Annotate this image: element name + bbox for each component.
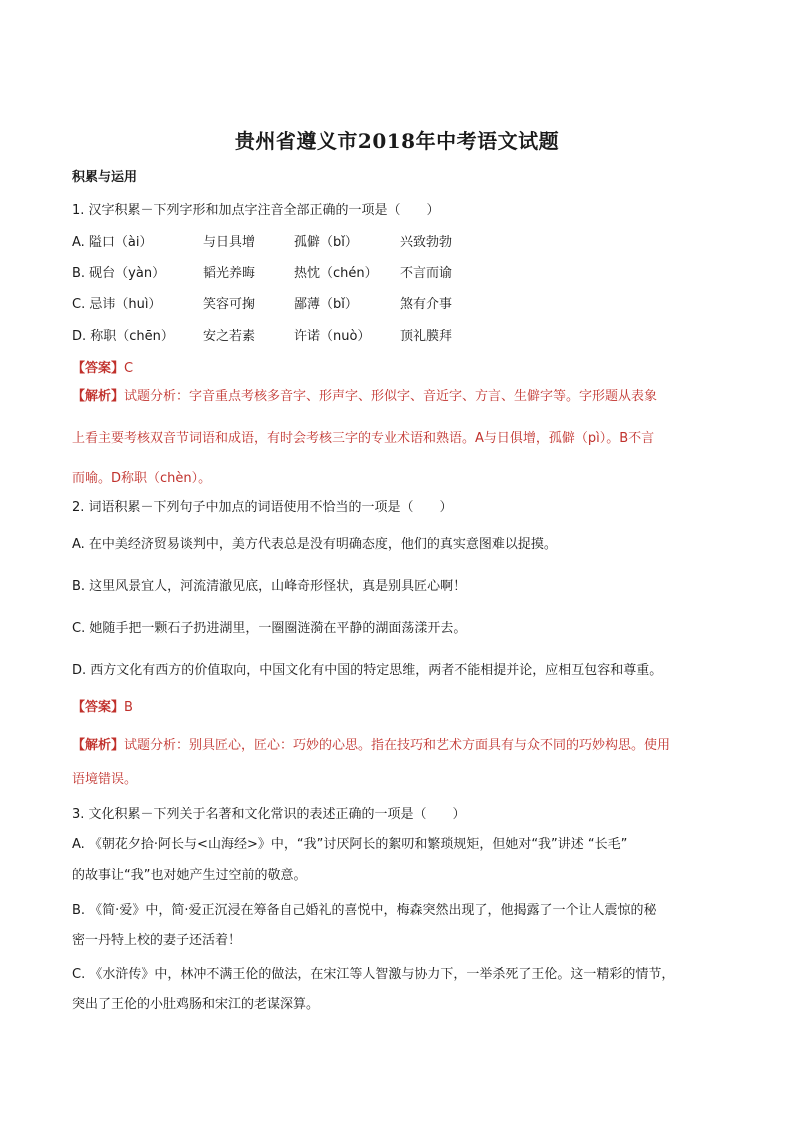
q1-row-b-word2: 韬光养晦 (203, 266, 256, 281)
analysis-text: 试题分析：字音重点考核多音字、形声字、形似字、音近字、方言、生僻字等。字形题从表象 (124, 389, 658, 404)
q3-option-c-line-2: 突出了王伦的小肚鸡肠和宋江的老谋深算。 (72, 997, 320, 1012)
q2-option-d: D. 西方文化有西方的价值取向，中国文化有中国的特定思维，两者不能相提并论，应相互包容和尊重。 (72, 663, 663, 678)
q1-row-c-word3: 鄙薄（bǐ） (294, 297, 358, 312)
q3-option-b-line-1: B. 《简·爱》中，简·爱正沉浸在筹备自己婚礼的喜悦中，梅森突然出现了，他揭露了一个让人震惊的秘 (72, 903, 657, 918)
q1-row-a-label: A. 隘口（ài） (72, 235, 153, 250)
answer-tag: 【答案】 (72, 700, 125, 715)
q1-row-a-word4: 兴致勃勃 (400, 235, 453, 250)
analysis-text: 试题分析：别具匠心，匠心：巧妙的心思。指在技巧和艺术方面具有与众不同的巧妙构思。使用 (124, 738, 671, 753)
q1-row-b-word4: 不言而谕 (400, 266, 453, 281)
q1-row-d-word2: 安之若素 (203, 329, 256, 344)
q3-option-c-line-1: C. 《水浒传》中，林冲不满王伦的做法，在宋江等人智激与协力下，一举杀死了王伦。这一精彩的情节， (72, 967, 675, 982)
q2-option-b: B. 这里风景宜人，河流清澈见底，山峰奇形怪状，真是别具匠心啊！ (72, 579, 467, 594)
q2-stem: 2. 词语积累－下列句子中加点的词语使用不恰当的一项是（ ） (72, 500, 453, 515)
q3-option-b-line-2: 密一丹特上校的妻子还活着！ (72, 933, 242, 948)
analysis-tag: 【解析】 (72, 389, 125, 404)
q1-analysis-line-2: 上看主要考核双音节词语和成语，有时会考核三字的专业术语和熟语。A与日俱增，孤僻（pì）。B不言 (72, 431, 655, 446)
q2-option-c: C. 她随手把一颗石子扔进湖里，一圈圈涟漪在平静的湖面荡漾开去。 (72, 621, 467, 636)
q1-row-a-word2: 与日具增 (203, 235, 256, 250)
q1-row-c-label: C. 忌讳（huì） (72, 297, 162, 312)
q1-analysis-line-1 (72, 385, 657, 404)
page-title: 贵州省遵义市2018年中考语文试题 (234, 129, 560, 153)
q2-option-a: A. 在中美经济贸易谈判中，美方代表总是没有明确态度，他们的真实意图难以捉摸。 (72, 537, 557, 552)
q3-option-a-line-2: 的故事让“我”也对她产生过空前的敬意。 (72, 868, 307, 883)
q1-row-d-label: D. 称职（chēn） (72, 329, 174, 344)
q1-row-c-word2: 笑容可掬 (203, 297, 256, 312)
q1-row-b-word3: 热忱（chén） (294, 266, 378, 281)
answer-value: C (124, 361, 134, 376)
q3-option-a-line-1: A. 《朝花夕拾·阿长与<山海经>》中，“我”讨厌阿长的絮叨和繁琐规矩，但她对“我”讲述 “长毛” (72, 837, 628, 852)
answer-value: B (124, 700, 133, 715)
section-heading: 积累与运用 (72, 170, 138, 185)
q2-analysis-line-2: 语境错误。 (72, 772, 138, 787)
q1-row-c-word4: 煞有介事 (400, 297, 453, 312)
q2-answer (72, 696, 133, 715)
q1-row-d-word3: 许诺（nuò） (294, 329, 371, 344)
q1-row-d-word4: 顶礼膜拜 (400, 329, 453, 344)
q1-row-b-label: B. 砚台（yàn） (72, 266, 166, 281)
q3-stem: 3. 文化积累－下列关于名著和文化常识的表述正确的一项是（ ） (72, 807, 466, 822)
q1-answer (72, 357, 133, 376)
q1-stem: 1. 汉字积累－下列字形和加点字注音全部正确的一项是（ ） (72, 203, 440, 218)
analysis-tag: 【解析】 (72, 738, 125, 753)
q2-analysis-line-1 (72, 734, 670, 753)
q1-analysis-line-3: 而喻。D称职（chèn）。 (72, 471, 212, 486)
q1-row-a-word3: 孤僻（bǐ） (294, 235, 358, 250)
answer-tag: 【答案】 (72, 361, 125, 376)
